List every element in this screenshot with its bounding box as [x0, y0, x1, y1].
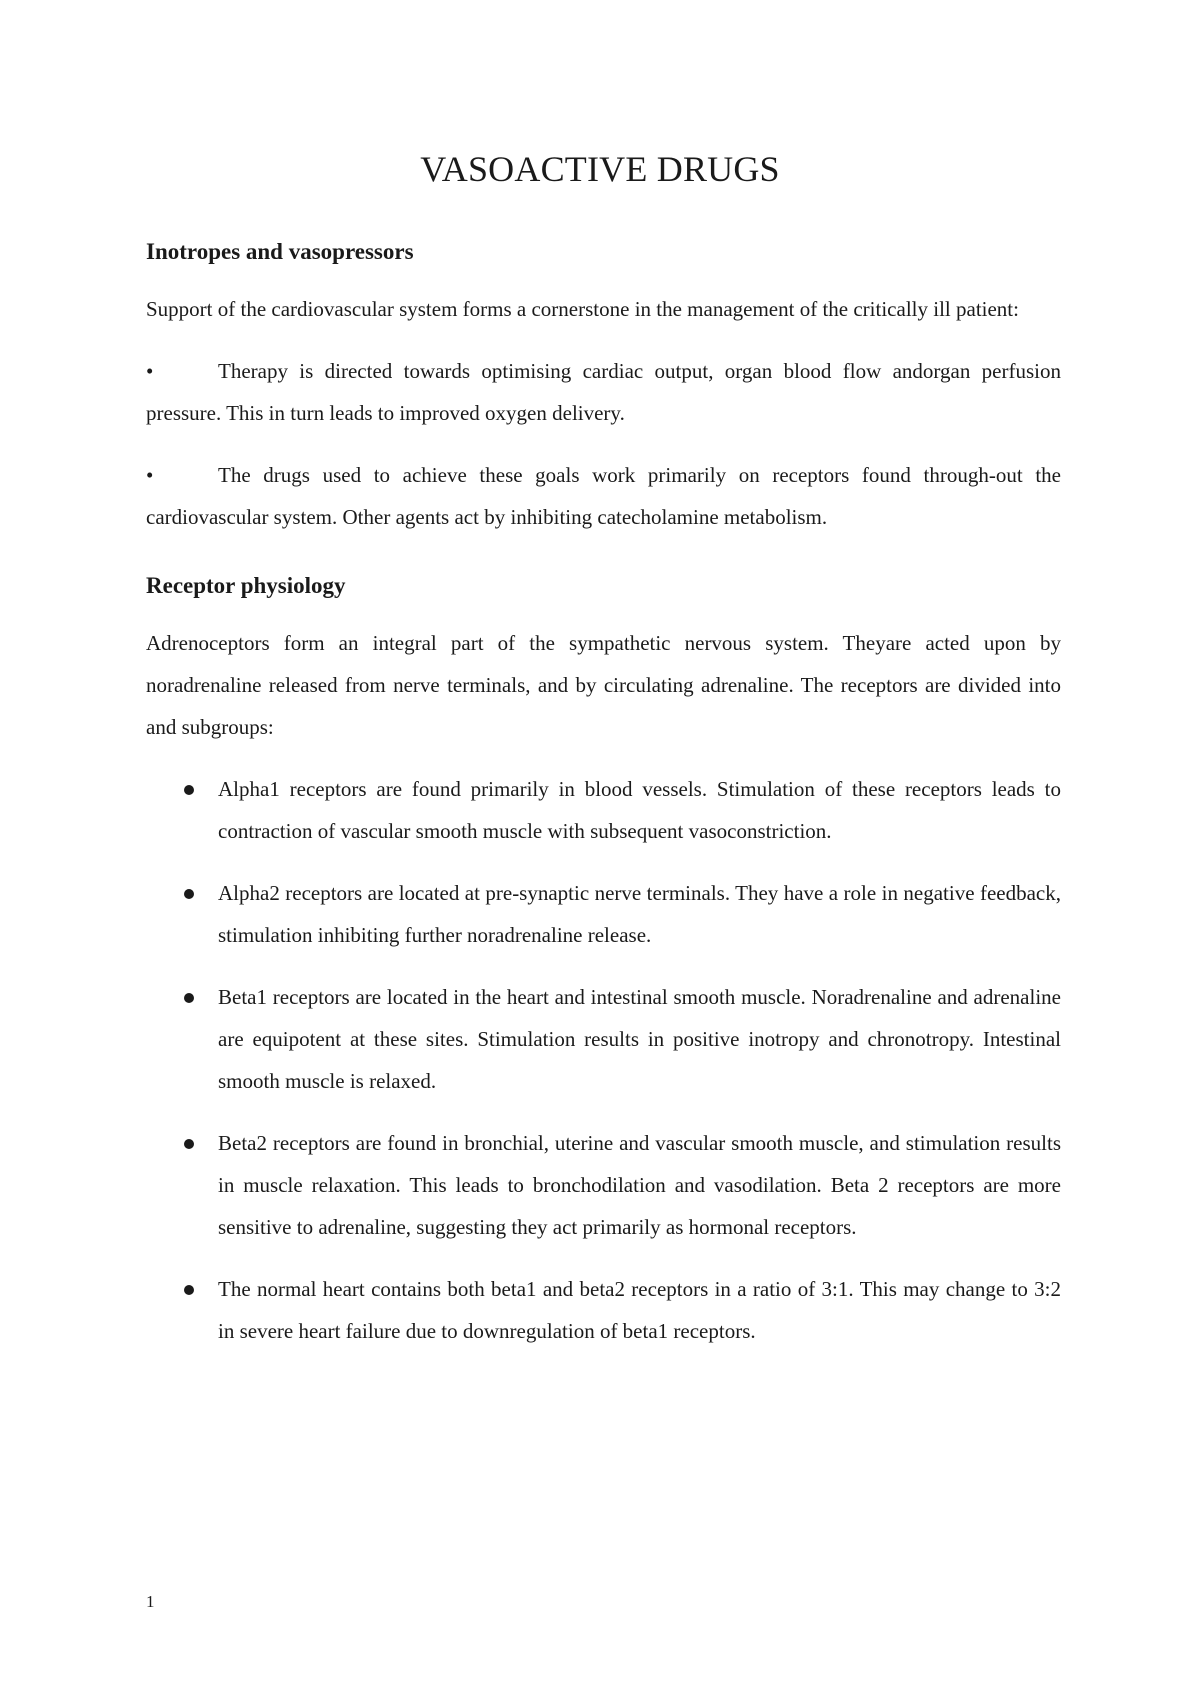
bullet-disc-icon [184, 785, 194, 795]
point-therapy-text: Therapy is directed towards optimising cardiac output, organ blood flow andorgan perfusion pressure. This in turn leads to improved oxygen delivery. [146, 359, 1061, 425]
document-title: VASOACTIVE DRUGS [420, 149, 780, 189]
list-item-beta1 [146, 976, 1061, 1102]
list-item-text: The normal heart contains both beta1 and beta2 receptors in a ratio of 3:1. This may change to 3:2 in severe heart failure due to downregulation of beta1 receptors. [218, 1277, 1061, 1343]
paragraph-adrenoceptors: Adrenoceptors form an integral part of the sympathetic nervous system. Theyare acted upon by noradrenaline released from nerve terminals, and by circulating adrenaline. The receptors are divided into and subgroups: [146, 631, 1061, 739]
list-item-alpha1 [146, 768, 1061, 852]
paragraph-cardiovascular-support: Support of the cardiovascular system forms a cornerstone in the management of the critically ill patient: [146, 297, 1019, 321]
receptor-bullet-list [146, 768, 1061, 1352]
bullet-disc-icon [184, 993, 194, 1003]
list-item-beta2 [146, 1122, 1061, 1248]
bullet-marker: • [146, 463, 154, 487]
list-item-alpha2 [146, 872, 1061, 956]
bullet-disc-icon [184, 1139, 194, 1149]
document-body [146, 236, 1061, 1372]
point-therapy [146, 350, 1061, 434]
page-number: 1 [146, 1592, 155, 1611]
list-item-text: Alpha2 receptors are located at pre-synaptic nerve terminals. They have a role in negative feedback, stimulation inhibiting further noradrenaline release. [218, 881, 1061, 947]
section-heading-inotropes: Inotropes and vasopressors [146, 239, 414, 264]
bullet-disc-icon [184, 1285, 194, 1295]
point-drugs-text: The drugs used to achieve these goals work primarily on receptors found through-out the cardiovascular system. Other agents act by inhibiting catecholamine metabolism. [146, 463, 1061, 529]
section-heading-receptor-physiology: Receptor physiology [146, 573, 346, 598]
list-item-text: Alpha1 receptors are found primarily in blood vessels. Stimulation of these receptors leads to contraction of vascular smooth muscle with subsequent vasoconstriction. [218, 777, 1061, 843]
bullet-disc-icon [184, 889, 194, 899]
list-item-text: Beta2 receptors are found in bronchial, uterine and vascular smooth muscle, and stimulation results in muscle relaxation. This leads to bronchodilation and vasodilation. Beta 2 receptors are more sensitive to adrenaline, suggesting they act primarily as hormonal receptors. [218, 1131, 1061, 1239]
list-item-text: Beta1 receptors are located in the heart and intestinal smooth muscle. Noradrenaline and adrenaline are equipotent at these sites. Stimulation results in positive inotropy and chronotropy. Intestinal smooth muscle is relaxed. [218, 985, 1061, 1093]
list-item-normal-heart [146, 1268, 1061, 1352]
bullet-marker: • [146, 359, 154, 383]
point-drugs [146, 454, 1061, 538]
